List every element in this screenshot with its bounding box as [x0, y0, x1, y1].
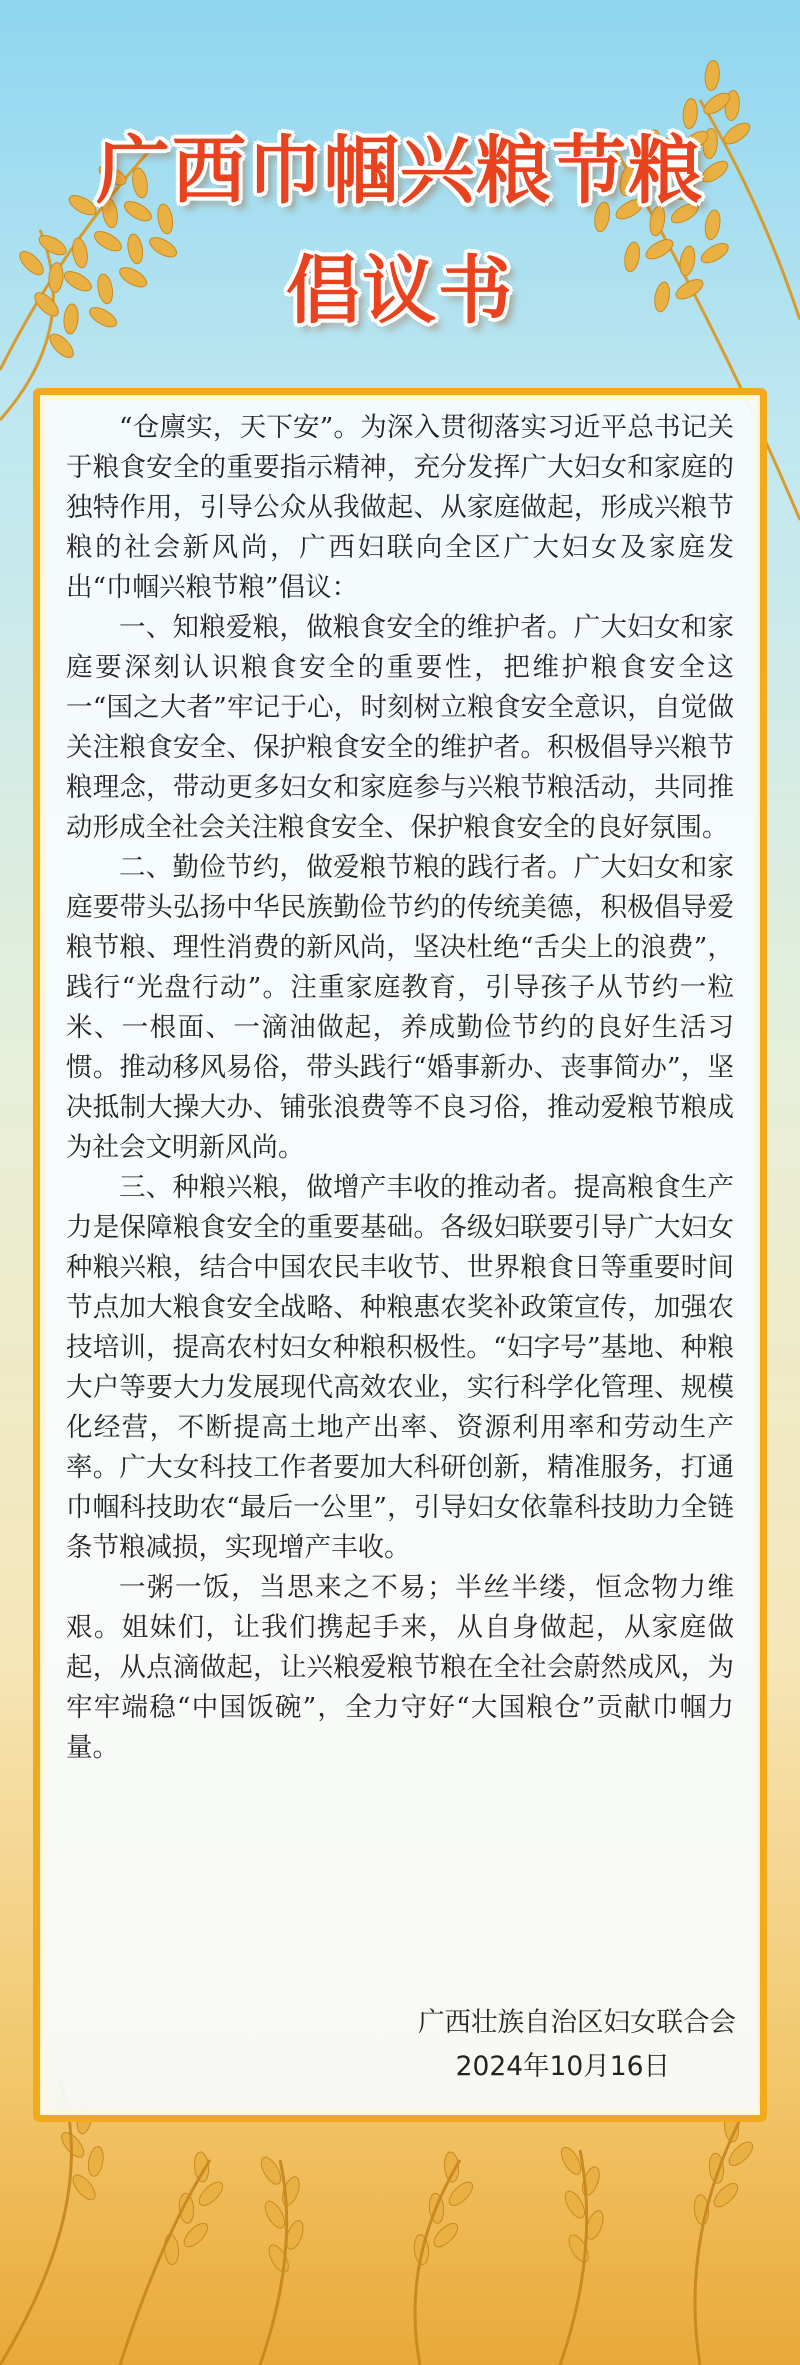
paragraph-two: 二、勤俭节约，做爱粮节粮的践行者。广大妇女和家庭要带头弘扬中华民族勤俭节约的传统美德，积极倡导爱粮节粮、理性消费的新风尚，坚决杜绝“舌尖上的浪费”，践行“光盘行动”。注重家庭教育，引导孩子从节约一粒米、一根面、一滴油做起，养成勤俭节约的良好生活习惯。推动移风易俗，带头践行“婚事新办、丧事简办”，坚决抵制大操大办、铺张浪费等不良习俗，推动爱粮节粮成为社会文明新风尚。 [66, 852, 734, 1163]
page-subtitle: 倡议书 [286, 248, 514, 334]
closing-paragraph: 一粥一饭，当思来之不易；半丝半缕，恒念物力维艰。姐妹们，让我们携起手来，从自身做起，从家庭做起，从点滴做起，让兴粮爱粮节粮在全社会蔚然成风，为牢牢端稳“中国饭碗”，全力守好“大国粮仓”贡献巾帼力量。 [66, 1572, 734, 1763]
wheat-grain [445, 2178, 476, 2209]
signature-organization: 广西壮族自治区妇女联合会 [418, 2007, 736, 2038]
wheat-grain [163, 2234, 180, 2265]
signature-date: 2024年10月16日 [455, 2051, 670, 2082]
wheat-grain [180, 2220, 211, 2251]
wheat-grain [86, 2145, 105, 2177]
paragraph-one: 一、知粮爱粮，做粮食安全的维护者。广大妇女和家庭要深刻认识粮食安全的重要性，把维护粮食安全这一“国之大者”牢记于心，时刻树立粮食安全意识，自觉做关注粮食安全、保护粮食安全的维护者。积极倡导兴粮节粮理念，带动更多妇女和家庭参与兴粮节粮活动，共同推动形成全社会关注粮食安全、保护粮食安全的良好氛围。 [66, 612, 734, 843]
wheat-grain [704, 60, 721, 91]
wheat-grain [257, 2154, 284, 2187]
wheat-bottom-field [0, 2080, 740, 2365]
page-title: 广西巾帼兴粮节粮 [96, 128, 704, 214]
wheat-grain [178, 2193, 195, 2224]
wheat-grain [195, 2178, 226, 2209]
intro-paragraph: “仓廪实，天下安”。为深入贯彻落实习近平总书记关于粮食安全的重要指示精神，充分发挥广大妇女和家庭的独特作用，引导公众从我做起、从家庭做起，形成兴粮节粮的社会新风尚，广西妇联向全区广大妇女及家庭发出“巾帼兴粮节粮”倡议： [66, 412, 734, 603]
document-body [66, 408, 734, 1768]
paragraph-three: 三、种粮兴粮，做增产丰收的推动者。提高粮食生产力是保障粮食安全的重要基础。各级妇联要引导广大妇女种粮兴粮，结合中国农民丰收节、世界粮食日等重要时间节点加大粮食安全战略、种粮惠农奖补政策宣传，加强农技培训，提高农村妇女种粮积极性。“妇字号”基地、种粮大户等要大力发展现代高效农业，实行科学化管理、规模化经营，不断提高土地产出率、资源利用率和劳动生产率。广大女科技工作者要加大科研创新，精准服务，打通巾帼科技助农“最后一公里”，引导妇女依靠科技助力全链条节粮减损，实现增产丰收。 [66, 1172, 734, 1563]
wheat-grain [430, 2220, 461, 2251]
